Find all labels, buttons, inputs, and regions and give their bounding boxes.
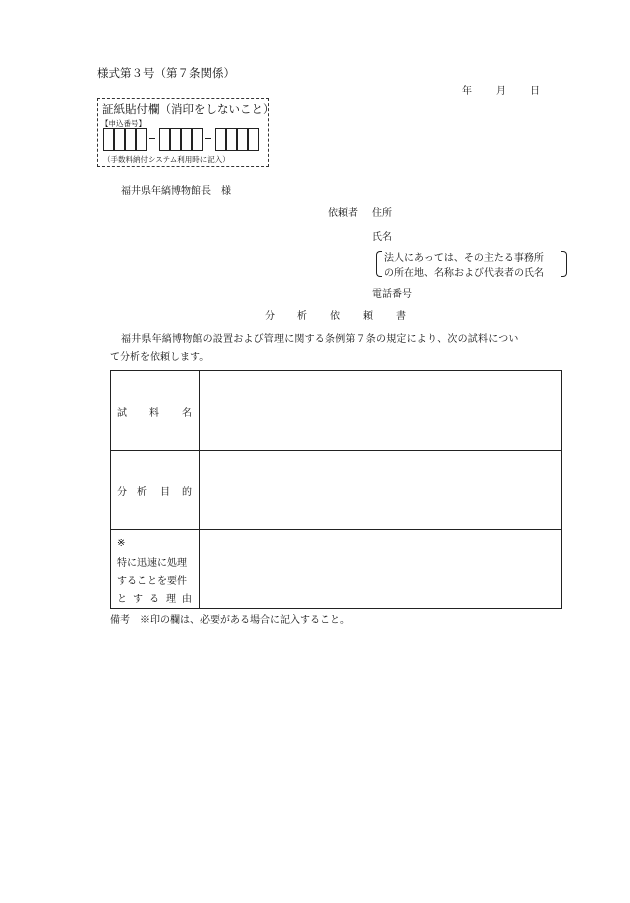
title-char: 頼 (363, 311, 373, 322)
urgent-reason-label-char: す (133, 594, 143, 605)
title-char: 書 (396, 311, 406, 322)
urgent-reason-label-line1: 特に迅速に処理 (117, 558, 187, 569)
digit-box[interactable] (192, 128, 203, 151)
digit-box[interactable] (136, 128, 147, 151)
urgent-reason-label-line2: することを要件 (117, 576, 187, 587)
body-line-1: 福井県年縞博物館の設置および管理に関する条例第７条の規定により、次の試料につい (121, 334, 519, 345)
requester-label: 依頼者 (328, 208, 358, 219)
title-char: 依 (330, 311, 340, 322)
digit-box[interactable] (125, 128, 136, 151)
remarks: 備考 ※印の欄は、必要がある場合に記入すること。 (110, 615, 350, 626)
date-month-label: 月 (496, 86, 506, 97)
date-year-label: 年 (462, 86, 472, 97)
digit-box[interactable] (170, 128, 181, 151)
urgent-reason-label-char: る (149, 594, 159, 605)
stamp-box-title: 証紙貼付欄（消印をしないこと） (102, 102, 275, 116)
note-bracket-left (376, 251, 382, 277)
digit-box[interactable] (215, 128, 226, 151)
address-label: 住所 (372, 208, 392, 219)
digit-box[interactable] (226, 128, 237, 151)
asterisk-mark: ※ (117, 538, 126, 549)
analysis-purpose-label-char: 的 (182, 487, 192, 498)
urgent-reason-input[interactable] (200, 529, 561, 608)
analysis-purpose-input[interactable] (200, 450, 561, 528)
sample-name-input[interactable] (200, 371, 561, 449)
digit-box[interactable] (159, 128, 170, 151)
sample-name-label-char: 名 (182, 408, 192, 419)
urgent-reason-label-char: と (117, 594, 127, 605)
form-number: 様式第３号（第７条関係） (97, 66, 235, 80)
urgent-reason-label-char: 理 (166, 594, 176, 605)
addressee: 福井県年縞博物館長 様 (121, 186, 231, 197)
title-char: 析 (297, 311, 307, 322)
urgent-reason-label-char: 由 (182, 594, 192, 605)
corporate-note-line1: 法人にあっては、その主たる事務所 (384, 253, 544, 264)
corporate-note-line2: の所在地、名称および代表者の氏名 (384, 268, 544, 279)
analysis-purpose-label-char: 目 (160, 487, 170, 498)
analysis-purpose-label-char: 分 (117, 487, 127, 498)
analysis-purpose-label-char: 析 (137, 487, 147, 498)
note-bracket-right (561, 251, 567, 277)
application-number-label: 【申込番号】 (101, 119, 146, 128)
body-line-2: て分析を依頼します。 (110, 352, 210, 363)
digit-box[interactable] (181, 128, 192, 151)
digit-box[interactable] (114, 128, 125, 151)
phone-label: 電話番号 (372, 289, 412, 300)
title-char: 分 (265, 311, 275, 322)
name-label: 氏名 (372, 232, 392, 243)
digit-box[interactable] (103, 128, 114, 151)
digit-box[interactable] (248, 128, 259, 151)
sample-name-label-char: 料 (149, 408, 159, 419)
hyphen (205, 138, 211, 139)
date-day-label: 日 (530, 86, 540, 97)
digit-box[interactable] (237, 128, 248, 151)
hyphen (149, 138, 155, 139)
stamp-box-note: （手数料納付システム利用時に記入） (103, 155, 230, 164)
sample-name-label-char: 試 (117, 408, 127, 419)
